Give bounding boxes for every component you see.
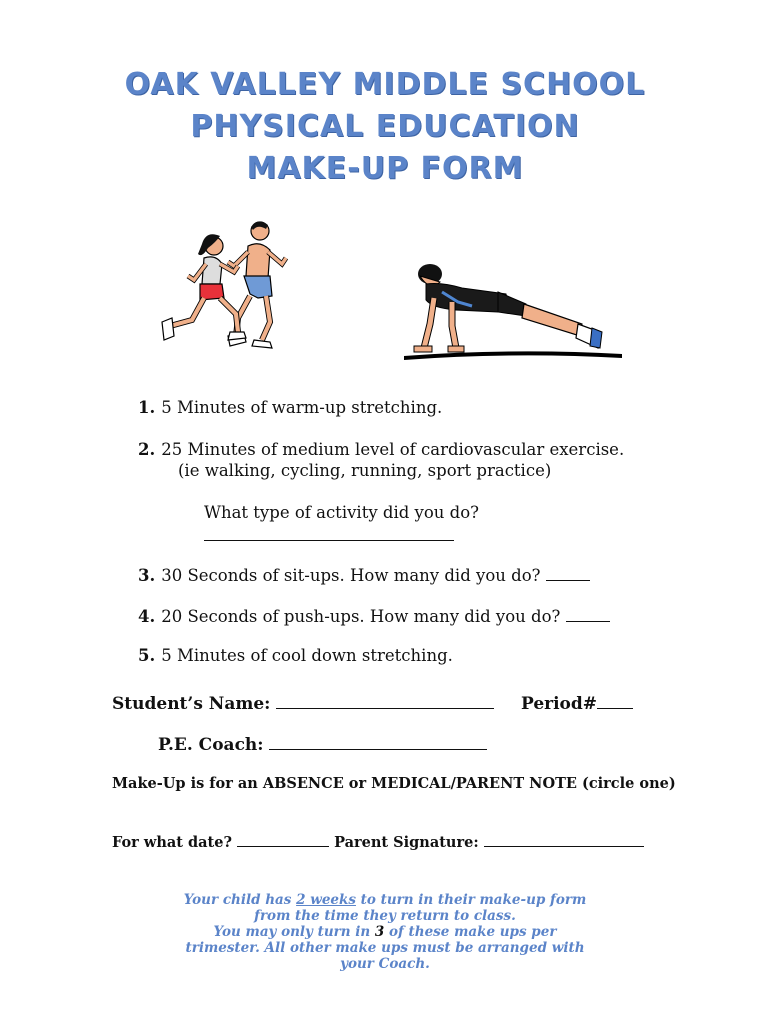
- situps-count-line[interactable]: [546, 564, 590, 581]
- step-4: [138, 605, 610, 626]
- note-line-3: [0, 924, 770, 940]
- note-line-5: your Coach.: [340, 956, 430, 972]
- activity-question: What type of activity did you do?: [204, 503, 480, 522]
- step-number: 2.: [138, 440, 156, 459]
- student-name-label: Student’s Name:: [112, 694, 271, 714]
- title-school: OAK VALLEY MIDDLE SCHOOL: [124, 67, 646, 102]
- step-text: 25 Minutes of medium level of cardiovascular exercise.: [161, 440, 625, 459]
- title-department: PHYSICAL EDUCATION: [190, 109, 580, 144]
- note-text: to turn in their make-up form: [355, 892, 587, 908]
- title-form: MAKE-UP FORM: [246, 151, 524, 186]
- step-5: [138, 646, 453, 665]
- step-text: 5 Minutes of cool down stretching.: [161, 646, 453, 665]
- step-text: 5 Minutes of warm-up stretching.: [161, 398, 443, 417]
- date-signature-row: [112, 830, 644, 851]
- step-text: 30 Seconds of sit-ups. How many did you do?: [161, 566, 541, 585]
- step-2-examples: (ie walking, cycling, running, sport practice): [178, 461, 552, 480]
- note-line-1: [0, 892, 770, 908]
- makeup-reason: Make-Up is for an ABSENCE or MEDICAL/PARENT NOTE (circle one): [112, 775, 676, 792]
- note-text: You may only turn in: [213, 924, 375, 940]
- step-3: [138, 564, 590, 585]
- coach-label: P.E. Coach:: [158, 735, 264, 755]
- note-line-4: trimester. All other make ups must be arranged with: [185, 940, 585, 956]
- step-number: 4.: [138, 607, 156, 626]
- period-line[interactable]: [597, 692, 633, 709]
- period-field: [521, 692, 633, 714]
- parent-signature-line[interactable]: [484, 830, 644, 847]
- student-name-line[interactable]: [276, 692, 494, 709]
- coach-field: [158, 733, 487, 755]
- note-count: 3: [374, 924, 385, 940]
- note-line-2: from the time they return to class.: [254, 908, 516, 924]
- coach-line[interactable]: [269, 733, 487, 750]
- step-number: 3.: [138, 566, 156, 585]
- activity-answer-line[interactable]: [204, 524, 454, 541]
- note-text: of these make ups per: [384, 924, 557, 940]
- runners-icon: [158, 218, 293, 360]
- pushups-count-line[interactable]: [566, 605, 610, 622]
- step-1: [138, 398, 442, 417]
- step-number: 5.: [138, 646, 156, 665]
- student-name-field: [112, 692, 494, 714]
- step-number: 1.: [138, 398, 156, 417]
- date-line[interactable]: [237, 830, 329, 847]
- note-text: Your child has: [183, 892, 297, 908]
- date-label: For what date?: [112, 834, 232, 851]
- period-label: Period#: [521, 694, 598, 714]
- note-weeks: 2 weeks: [296, 892, 356, 908]
- parent-signature-label: Parent Signature:: [334, 834, 479, 851]
- step-text: 20 Seconds of push-ups. How many did you do?: [161, 607, 561, 626]
- step-2: [138, 440, 624, 459]
- pushup-icon: [402, 262, 624, 362]
